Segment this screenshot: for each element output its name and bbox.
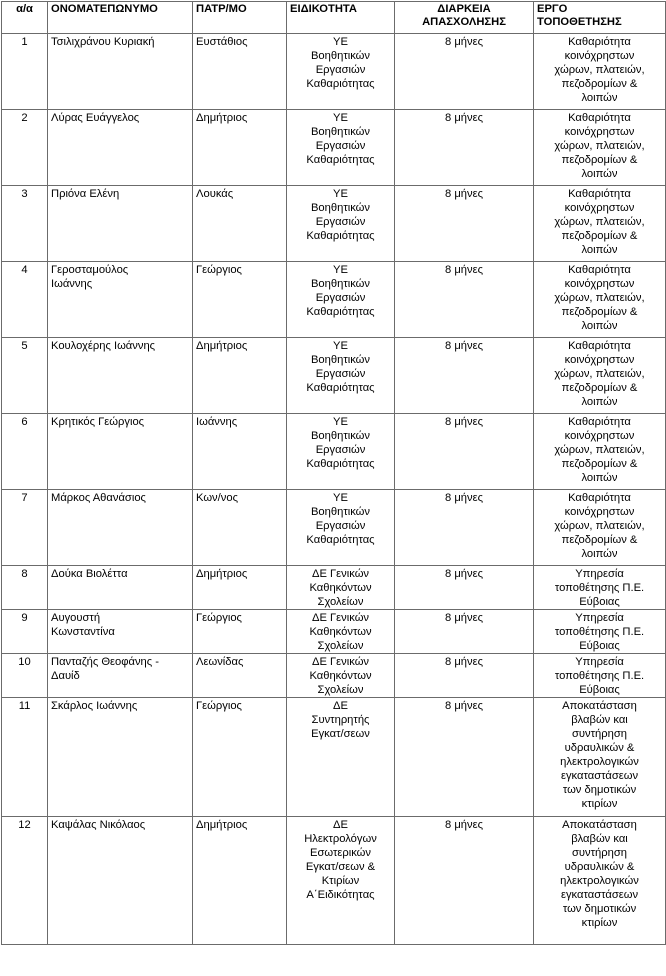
cell-name-text: Λύρας Ευάγγελος [51,112,140,124]
header-task: ΕΡΓΟ ΤΟΠΟΘΕΤΗΣΗΣ [534,2,666,34]
cell-specialty [287,490,395,566]
cell-aa-text: 8 [21,568,28,580]
cell-aa-text: 12 [18,819,31,831]
cell-name [48,610,193,654]
cell-name [48,186,193,262]
cell-name [48,654,193,698]
table-row [2,414,666,490]
cell-duration [395,817,534,945]
cell-aa [2,262,48,338]
cell-specialty-text: ΥΕ Βοηθητικών Εργασιών Καθαριότητας [306,188,375,242]
cell-task [534,490,666,566]
cell-task-text: Υπηρεσία τοποθέτησης Π.Ε. Εύβοιας [554,568,645,608]
cell-aa-text: 1 [21,36,28,48]
table-row [2,610,666,654]
table-row [2,34,666,110]
cell-duration-text: 8 μήνες [445,700,483,712]
cell-specialty-text: ΥΕ Βοηθητικών Εργασιών Καθαριότητας [306,492,375,546]
cell-name [48,566,193,610]
cell-specialty [287,566,395,610]
cell-aa-text: 9 [21,612,28,624]
cell-name-text: Σκάρλος Ιωάννης [51,700,138,712]
cell-name [48,34,193,110]
cell-name [48,262,193,338]
cell-specialty [287,698,395,817]
cell-duration-text: 8 μήνες [445,416,483,428]
cell-father-text: Γεώργιος [196,612,242,624]
cell-father-text: Λεωνίδας [196,656,244,668]
cell-specialty [287,610,395,654]
cell-task-text: Καθαριότητα κοινόχρηστων χώρων, πλατειών, πεζοδρομίων & λοιπών [554,36,645,104]
cell-task-text: Καθαριότητα κοινόχρηστων χώρων, πλατειών, πεζοδρομίων & λοιπών [554,340,645,408]
cell-duration-text: 8 μήνες [445,819,483,831]
cell-father-text: Γεώργιος [196,264,242,276]
table-row [2,817,666,945]
cell-duration-text: 8 μήνες [445,188,483,200]
cell-duration [395,110,534,186]
table-row [2,490,666,566]
cell-aa-text: 3 [21,188,28,200]
cell-duration [395,186,534,262]
cell-name [48,414,193,490]
cell-task [534,414,666,490]
cell-task-text: Καθαριότητα κοινόχρηστων χώρων, πλατειών, πεζοδρομίων & λοιπών [554,112,645,180]
cell-specialty-text: ΥΕ Βοηθητικών Εργασιών Καθαριότητας [306,36,375,90]
cell-father-text: Λουκάς [196,188,234,200]
cell-aa [2,698,48,817]
cell-specialty-text: ΔΕ Γενικών Καθηκόντων Σχολείων [309,612,372,652]
table-row [2,338,666,414]
cell-aa-text: 6 [21,416,28,428]
cell-task [534,110,666,186]
cell-name [48,698,193,817]
cell-name [48,490,193,566]
cell-aa-text: 2 [21,112,28,124]
cell-duration [395,654,534,698]
cell-name-text: Τσιλιχράνου Κυριακή [51,36,155,48]
cell-task [534,186,666,262]
cell-aa [2,110,48,186]
header-aa: α/α [2,2,48,34]
cell-name-text: Καψάλας Νικόλαος [51,819,146,831]
cell-aa [2,817,48,945]
table-row [2,262,666,338]
cell-task-text: Καθαριότητα κοινόχρηστων χώρων, πλατειών, πεζοδρομίων & λοιπών [554,416,645,484]
cell-name-text: Δούκα Βιολέττα [51,568,128,580]
cell-aa-text: 11 [18,700,31,712]
cell-name-text: Γεροσταμούλος Ιωάννης [51,264,129,290]
cell-aa [2,490,48,566]
cell-specialty-text: ΔΕ Γενικών Καθηκόντων Σχολείων [309,656,372,696]
cell-aa [2,186,48,262]
cell-specialty [287,34,395,110]
cell-specialty [287,262,395,338]
header-father: ΠΑΤΡ/ΜΟ [193,2,287,34]
cell-specialty-text: ΔΕ Γενικών Καθηκόντων Σχολείων [309,568,372,608]
cell-duration [395,414,534,490]
cell-task-text: Αποκατάσταση βλαβών και συντήρηση υδραυλικών & ηλεκτρολογικών εγκαταστάσεων των δημοτικών κτιρίων [560,700,639,810]
cell-duration [395,338,534,414]
cell-specialty [287,338,395,414]
cell-specialty-text: ΥΕ Βοηθητικών Εργασιών Καθαριότητας [306,416,375,470]
cell-name [48,110,193,186]
cell-task [534,338,666,414]
cell-aa [2,414,48,490]
cell-father [193,817,287,945]
header-row [2,2,666,34]
cell-duration-text: 8 μήνες [445,112,483,124]
cell-father [193,610,287,654]
cell-specialty-text: ΔΕ Συντηρητής Εγκατ/σεων [311,700,370,740]
cell-aa [2,566,48,610]
cell-father-text: Δημήτριος [196,819,248,831]
cell-name-text: Κουλοχέρης Ιωάννης [51,340,156,352]
cell-specialty [287,414,395,490]
cell-duration-text: 8 μήνες [445,568,483,580]
cell-name-text: Πανταζής Θεοφάνης - Δαυίδ [51,656,159,682]
table-row [2,186,666,262]
cell-duration-text: 8 μήνες [445,264,483,276]
cell-name [48,338,193,414]
cell-task-text: Αποκατάσταση βλαβών και συντήρηση υδραυλικών & ηλεκτρολογικών εγκαταστάσεων των δημοτικών κτιρίων [560,819,639,929]
cell-task-text: Υπηρεσία τοποθέτησης Π.Ε. Εύβοιας [554,656,645,696]
cell-aa-text: 5 [21,340,28,352]
cell-father-text: Δημήτριος [196,112,248,124]
cell-father-text: Κων/νος [196,492,238,504]
cell-name-text: Πριόνα Ελένη [51,188,120,200]
cell-father [193,654,287,698]
cell-father [193,566,287,610]
cell-father-text: Δημήτριος [196,568,248,580]
cell-task-text: Καθαριότητα κοινόχρηστων χώρων, πλατειών, πεζοδρομίων & λοιπών [554,188,645,256]
cell-duration [395,610,534,654]
cell-duration [395,490,534,566]
cell-duration-text: 8 μήνες [445,612,483,624]
cell-aa [2,338,48,414]
cell-name-text: Αυγουστή Κωνσταντίνα [51,612,115,638]
cell-duration [395,698,534,817]
cell-aa [2,610,48,654]
cell-task-text: Καθαριότητα κοινόχρηστων χώρων, πλατειών, πεζοδρομίων & λοιπών [554,492,645,560]
cell-aa [2,654,48,698]
header-specialty: ΕΙΔΙΚΟΤΗΤΑ [287,2,395,34]
cell-task [534,610,666,654]
cell-task [534,566,666,610]
cell-specialty [287,186,395,262]
staff-table [1,1,666,945]
cell-father-text: Ιωάννης [196,416,238,428]
cell-task [534,698,666,817]
table-body [2,34,666,945]
cell-task [534,262,666,338]
cell-aa-text: 10 [18,656,31,668]
cell-name-text: Μάρκος Αθανάσιος [51,492,146,504]
cell-specialty-text: ΥΕ Βοηθητικών Εργασιών Καθαριότητας [306,264,375,318]
cell-duration-text: 8 μήνες [445,656,483,668]
cell-father [193,414,287,490]
table-row [2,110,666,186]
cell-duration-text: 8 μήνες [445,340,483,352]
cell-task-text: Καθαριότητα κοινόχρηστων χώρων, πλατειών, πεζοδρομίων & λοιπών [554,264,645,332]
cell-duration [395,566,534,610]
cell-father-text: Ευστάθιος [196,36,248,48]
cell-duration [395,34,534,110]
cell-father [193,490,287,566]
cell-task [534,654,666,698]
cell-father [193,338,287,414]
cell-task [534,817,666,945]
cell-name [48,817,193,945]
cell-father [193,698,287,817]
cell-specialty [287,817,395,945]
header-name: ΟΝΟΜΑΤΕΠΩΝΥΜΟ [48,2,193,34]
cell-aa-text: 7 [21,492,28,504]
cell-duration [395,262,534,338]
cell-task [534,34,666,110]
header-duration: ΔΙΑΡΚΕΙΑ ΑΠΑΣΧΟΛΗΣΗΣ [395,2,534,34]
cell-specialty-text: ΥΕ Βοηθητικών Εργασιών Καθαριότητας [306,112,375,166]
cell-duration-text: 8 μήνες [445,492,483,504]
cell-father [193,110,287,186]
cell-father-text: Γεώργιος [196,700,242,712]
cell-task-text: Υπηρεσία τοποθέτησης Π.Ε. Εύβοιας [554,612,645,652]
cell-father-text: Δημήτριος [196,340,248,352]
cell-father [193,34,287,110]
table-row [2,566,666,610]
cell-father [193,262,287,338]
cell-specialty [287,654,395,698]
table-row [2,698,666,817]
cell-name-text: Κρητικός Γεώργιος [51,416,145,428]
cell-father [193,186,287,262]
cell-aa-text: 4 [21,264,28,276]
cell-specialty-text: ΥΕ Βοηθητικών Εργασιών Καθαριότητας [306,340,375,394]
cell-specialty-text: ΔΕ Ηλεκτρολόγων Εσωτερικών Εγκατ/σεων & Κτιρίων Α΄Ειδικότητας [304,819,377,901]
cell-duration-text: 8 μήνες [445,36,483,48]
cell-specialty [287,110,395,186]
cell-aa [2,34,48,110]
table-row [2,654,666,698]
